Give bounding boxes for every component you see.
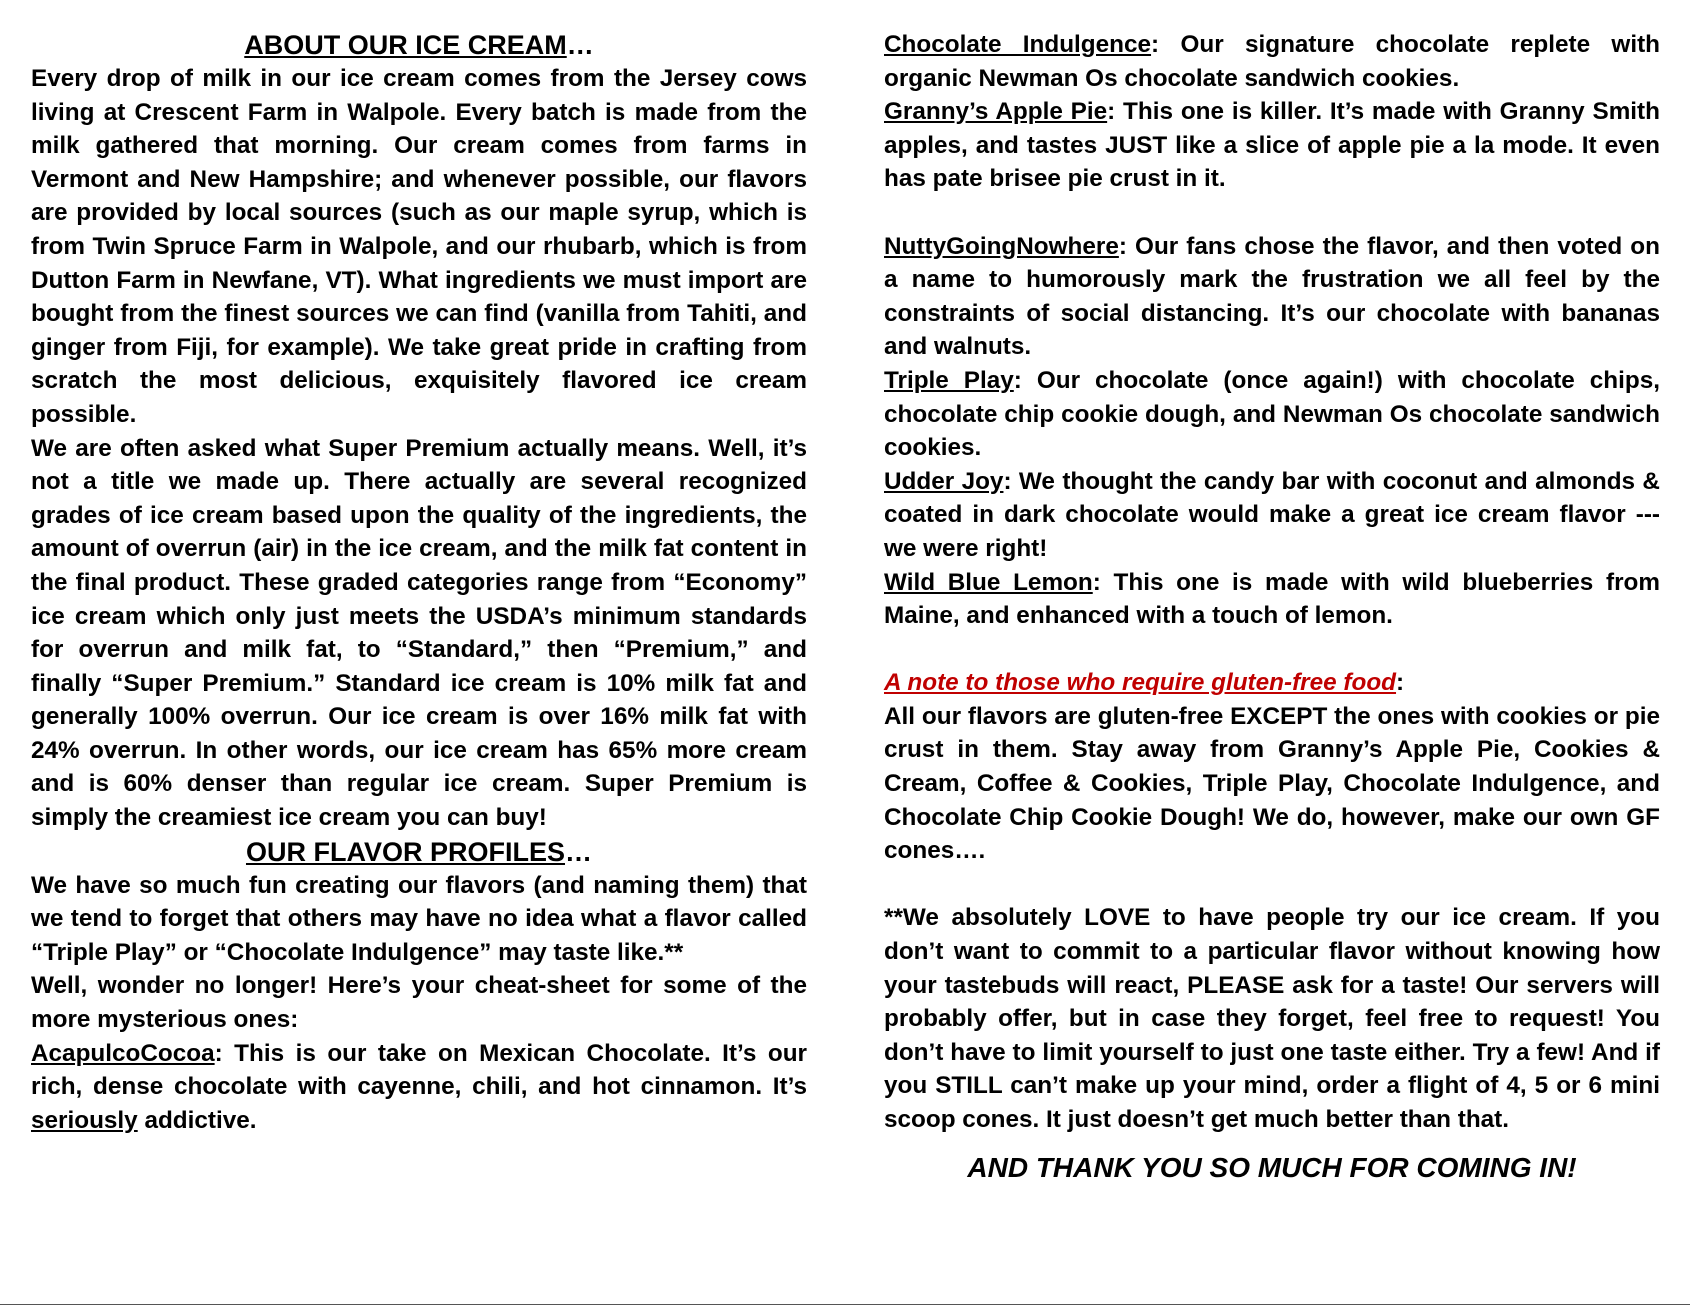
flavor-name: Triple Play [884, 366, 1014, 394]
flavor-desc: : Our fans chose the flavor, and then voted on a name to humorously mark the frustration we all feel by the constraints of social distancing. It’s our chocolate with bananas and walnuts. [884, 232, 1660, 361]
flavor-name-acapulco: AcapulcoCocoa [31, 1039, 215, 1067]
flavor-entry [884, 230, 1660, 364]
flavor-desc: : This one is made with wild blueberries from Maine, and enhanced with a touch of lemon. [884, 568, 1660, 630]
spacer [884, 196, 1660, 230]
about-paragraph-2: We are often asked what Super Premium actually means. Well, it’s not a title we made up. There actually are several recognized grades of ice cream based upon the quality of the ingredients, the amount of overrun (air) in the ice cream, and the milk fat content in the final product. These graded categories range from “Economy” ice cream which only just meets the USDA’s minimum standards for overrun and milk fat, to “Standard,” then “Premium,” and finally “Super Premium.” Standard ice cream is 10% milk fat and generally 100% overrun. Our ice cream is over 16% milk fat with 24% overrun. In other words, our ice cream has 65% more cream and is 60% denser than regular ice cream. Super Premium is simply the creamiest ice cream you can buy! [31, 434, 807, 832]
right-column [884, 28, 1660, 1185]
about-heading-ellipsis: … [566, 30, 594, 60]
about-heading [31, 28, 807, 62]
flavor-entry [884, 465, 1660, 566]
flavor-entry [884, 95, 1660, 196]
bottom-divider [0, 1304, 1690, 1305]
flavor-entry [884, 566, 1660, 633]
gluten-free-title-line [884, 666, 1660, 700]
flavor-desc: : Our chocolate (once again!) with chocolate chips, chocolate chip cookie dough, and Newman Os chocolate sandwich cookies. [884, 366, 1661, 462]
spacer [884, 633, 1660, 667]
flavor-emphasis-seriously: seriously [31, 1106, 138, 1134]
flavor-desc-acapulco: : This is our take on Mexican Chocolate. It’s our rich, dense chocolate with cayenne, chili, and hot cinnamon. It’s [31, 1039, 807, 1101]
flavor-name: Chocolate Indulgence [884, 31, 1152, 58]
flavor-entry [884, 364, 1660, 465]
flavor-heading [31, 835, 807, 869]
about-paragraph-1: Every drop of milk in our ice cream comes from the Jersey cows living at Crescent Farm in Walpole. Every batch is made from the milk gathered that morning. Our cream comes from farms in Vermont and New Hampshire; and whenever possible, our flavors are provided by local sources (such as our maple syrup, which is from Twin Spruce Farm in Walpole, and our rhubarb, which is from Dutton Farm in Newfane, VT). What ingredients we must import are bought from the finest sources we can find (vanilla from Tahiti, and ginger from Fiji, for example). We take great pride in crafting from scratch the most delicious, exquisitely flavored ice cream possible. [31, 65, 807, 428]
flavor-desc: : Our signature chocolate replete with organic Newman Os chocolate sandwich cookies. [884, 31, 1660, 92]
flavor-cheatsheet-paragraph: Well, wonder no longer! Here’s your cheat-sheet for some of the more mysterious ones: [31, 972, 807, 1034]
flavor-name: Granny’s Apple Pie [884, 98, 1108, 126]
flavor-desc: : We thought the candy bar with coconut and almonds & coated in dark chocolate would make a great ice cream flavor --- we were right! [884, 467, 1660, 562]
flavor-desc-acapulco-end: addictive. [137, 1106, 257, 1134]
spacer [884, 868, 1660, 902]
gluten-free-colon: : [1396, 669, 1405, 697]
taste-paragraph: **We absolutely LOVE to have people try our ice cream. If you don’t want to commit to a particular flavor without knowing how your tastebuds will react, PLEASE ask for a taste! Our servers will probably offer, but in case they forget, feel free to request! You don’t have to limit yourself to just one taste either. Try a few! And if you STILL can’t make up your mind, order a flight of 4, 5 or 6 mini scoop cones. It just doesn’t get much better than that. [884, 904, 1660, 1133]
flavor-name: NuttyGoingNowhere [884, 232, 1119, 260]
gluten-free-title: A note to those who require gluten-free food [884, 669, 1397, 697]
flavor-intro-paragraph: We have so much fun creating our flavors (and naming them) that we tend to forget that others may have no idea what a flavor called “Triple Play” or “Chocolate Indulgence” may taste like.** [31, 871, 807, 966]
flavor-desc: : This one is killer. It’s made with Granny Smith apples, and tastes JUST like a slice of apple pie a la mode. It even has pate brisee pie crust in it. [884, 98, 1660, 193]
flavor-entry-acapulco [31, 1037, 807, 1138]
about-heading-text: ABOUT OUR ICE CREAM [244, 30, 567, 60]
flavor-name: Udder Joy [884, 467, 1004, 495]
flavor-heading-text: OUR FLAVOR PROFILES [245, 836, 565, 867]
thank-you-line: AND THANK YOU SO MUCH FOR COMING IN! [967, 1151, 1577, 1183]
flavor-entry [884, 28, 1660, 95]
gluten-free-note: All our flavors are gluten-free EXCEPT the ones with cookies or pie crust in them. Stay away from Granny’s Apple Pie, Cookies & Cream, Coffee & Cookies, Triple Play, Chocolate Indulgence, and Chocolate Chip Cookie Dough! We do, however, make our own GF cones…. [884, 702, 1660, 865]
flavor-heading-ellipsis: … [565, 836, 592, 867]
flavor-name: Wild Blue Lemon [884, 568, 1093, 596]
left-column [31, 28, 807, 1137]
